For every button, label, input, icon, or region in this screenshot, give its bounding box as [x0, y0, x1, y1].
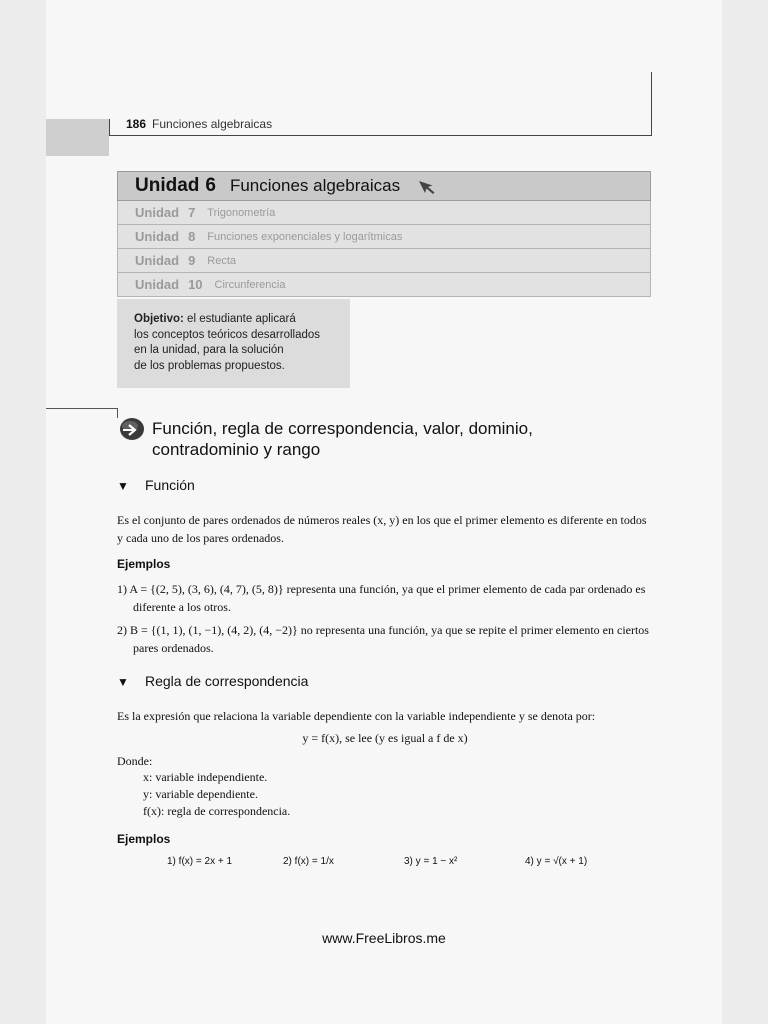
- example-item: 1) A = {(2, 5), (3, 6), (4, 7), (5, 8)} representa una función, ya que el primer elemento de cada par ordenado es diferente a los otros.: [117, 582, 646, 614]
- objective-line: los conceptos teóricos desarrollados: [134, 328, 321, 341]
- unit-number: 8: [188, 229, 196, 244]
- donde-label: Donde:: [117, 754, 153, 768]
- function-example: 2) f(x) = 1/x: [283, 856, 334, 867]
- function-example: 3) y = 1 − x²: [404, 856, 458, 867]
- triangle-bullet-icon: ▼: [117, 675, 129, 689]
- unit-current: [117, 171, 651, 201]
- footer-url: www.FreeLibros.me: [322, 930, 446, 946]
- unit-item: [117, 249, 651, 273]
- unit-label: Unidad: [135, 205, 180, 220]
- objective-line: el estudiante aplicará: [187, 313, 296, 325]
- unit-label: Unidad: [135, 277, 180, 292]
- subheading-regla: ▼ Regla de correspondencia: [117, 673, 309, 689]
- arrow-circle-icon: [118, 416, 148, 442]
- triangle-bullet-icon: ▼: [117, 479, 129, 493]
- page-number: 186: [126, 117, 147, 131]
- unit-title: Trigonometría: [207, 206, 276, 219]
- formula: y = f(x), se lee (y es igual a f de x): [302, 731, 468, 745]
- header-rule-left: [109, 119, 110, 136]
- unit-title: Recta: [207, 254, 237, 267]
- unit-label: Unidad: [135, 229, 180, 244]
- unit-label: Unidad: [135, 253, 180, 268]
- unit-item: [117, 273, 651, 297]
- unit-title: Funciones exponenciales y logarítmicas: [207, 230, 403, 243]
- objective-label: Objetivo:: [134, 313, 184, 325]
- function-example: 1) f(x) = 2x + 1: [167, 856, 233, 867]
- examples-heading: Ejemplos: [117, 832, 171, 846]
- section-rule: [46, 408, 117, 409]
- unit-item: [117, 201, 651, 225]
- unit-title: Funciones algebraicas: [229, 176, 401, 195]
- definition-item: f(x): regla de correspondencia.: [143, 804, 291, 818]
- objective-line: en la unidad, para la solución: [134, 344, 284, 356]
- unit-index: [117, 171, 651, 297]
- examples-heading: Ejemplos: [117, 557, 171, 571]
- funcion-definition: Es el conjunto de pares ordenados de números reales (x, y) en los que el primer elemento es diferente en todos y cada uno de los pares ordenados.: [117, 513, 647, 545]
- example-item: 2) B = {(1, 1), (1, −1), (4, 2), (4, −2)} no representa una función, ya que se repite el primer elemento en ciertos pares ordenados.: [117, 623, 649, 655]
- objective-line: de los problemas propuestos.: [134, 359, 285, 372]
- unit-item: [117, 225, 651, 249]
- subheading-funcion: ▼ Función: [117, 477, 195, 493]
- unit-label: Unidad: [135, 175, 200, 196]
- running-header: [126, 117, 272, 131]
- unit-number: 10: [188, 277, 203, 292]
- definition-item: y: variable dependiente.: [143, 787, 258, 801]
- regla-definition: Es la expresión que relaciona la variable dependiente con la variable independiente y se denota por:: [117, 709, 596, 723]
- objective-box: [117, 299, 350, 388]
- cursor-arrow-icon: [418, 180, 436, 196]
- unit-number: 9: [188, 253, 196, 268]
- unit-title: Circunferencia: [214, 278, 286, 291]
- corner-block: [46, 119, 109, 156]
- function-example: 4) y = √(x + 1): [525, 856, 588, 867]
- unit-number: 6: [205, 175, 216, 196]
- header-rule-vertical: [651, 72, 652, 135]
- header-rule: [109, 135, 652, 136]
- definition-item: x: variable independiente.: [143, 770, 268, 784]
- section-title: Función, regla de correspondencia, valor, dominio, contradominio y rango: [152, 419, 533, 459]
- running-title: Funciones algebraicas: [152, 117, 273, 131]
- unit-number: 7: [188, 205, 196, 220]
